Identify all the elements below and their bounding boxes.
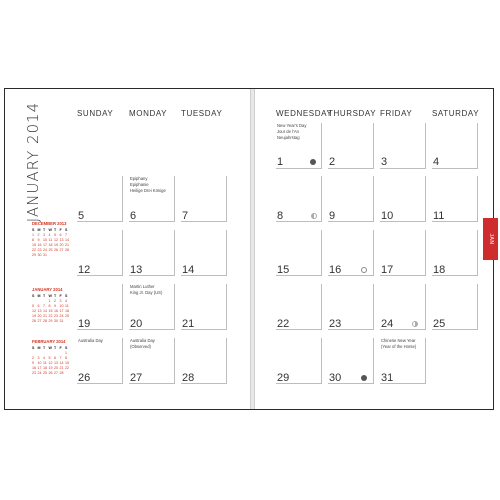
mini-date: 30 [37, 253, 42, 257]
holiday-note [130, 284, 190, 296]
mini-weekday-label: T [43, 294, 46, 298]
mini-date: 8 [48, 304, 51, 308]
mini-date: 28 [43, 319, 47, 323]
date-number: 31 [381, 372, 394, 384]
mini-date: 14 [59, 361, 64, 365]
holiday-text: Australia Day [130, 338, 155, 343]
mini-date: 18 [43, 366, 47, 370]
header-sunday: SUNDAY [77, 109, 114, 118]
mini-date: 12 [54, 238, 58, 242]
header-thursday: THURSDAY [328, 109, 377, 118]
month-tab-label: JAN [487, 233, 494, 245]
month-title-text: JANUARY 2014 [24, 101, 42, 223]
mini-date: 13 [59, 238, 64, 242]
holiday-text: (Observed) [130, 344, 151, 349]
date-number: 29 [277, 372, 290, 384]
mini-date: 5 [32, 304, 34, 308]
date-number: 14 [182, 264, 195, 276]
mini-weekday-label: M [37, 294, 41, 298]
mini-date: 4 [48, 233, 51, 237]
mini-date: 25 [48, 248, 53, 252]
mini-date: 31 [59, 319, 64, 323]
mini-date: 22 [48, 314, 53, 318]
mini-date: 7 [59, 356, 62, 360]
date-number: 6 [130, 210, 137, 222]
date-number: 15 [277, 264, 290, 276]
header-monday: MONDAY [129, 109, 168, 118]
mini-date: 19 [48, 366, 53, 370]
mini-date: 24 [37, 371, 42, 375]
date-number: 19 [78, 318, 91, 330]
mini-date: 23 [54, 314, 58, 318]
mini-date: 3 [43, 233, 45, 237]
holiday-text: Australia Day [78, 338, 103, 343]
mini-date: 4 [43, 356, 45, 360]
mini-date: 6 [37, 304, 40, 308]
date-number: 23 [329, 318, 342, 330]
mini-date: 29 [48, 319, 53, 323]
mini-date: 13 [37, 309, 42, 313]
full-moon-icon [361, 267, 367, 273]
mini-date: 28 [59, 371, 64, 375]
mini-weekday-label: S [32, 228, 35, 232]
holiday-note [277, 123, 337, 141]
mini-date: 26 [48, 371, 53, 375]
mini-calendar-grid [32, 294, 72, 323]
mini-date: 2 [37, 233, 40, 237]
mini-weekday-label: S [32, 346, 35, 350]
date-number: 17 [381, 264, 394, 276]
mini-date: 2 [54, 299, 56, 303]
mini-date: 7 [43, 304, 45, 308]
mini-date: 17 [59, 309, 64, 313]
mini-weekday-label: W [48, 346, 52, 350]
mini-date: 8 [32, 238, 34, 242]
mini-calendar-title: DECEMBER 2013 [32, 221, 67, 226]
mini-date: 26 [54, 248, 58, 252]
mini-date: 26 [32, 319, 36, 323]
mini-date: 7 [65, 233, 67, 237]
date-number: 10 [381, 210, 394, 222]
date-number: 20 [130, 318, 143, 330]
mini-date: 14 [43, 309, 47, 313]
date-number: 3 [381, 156, 388, 168]
mini-date: 25 [43, 371, 47, 375]
mini-date: 3 [37, 356, 40, 360]
holiday-text: New Year's Day [277, 123, 307, 128]
date-number: 18 [433, 264, 446, 276]
mini-date: 9 [32, 361, 34, 365]
mini-date: 25 [65, 314, 69, 318]
holiday-note [381, 338, 441, 350]
date-number: 24 [381, 318, 394, 330]
mini-date: 17 [43, 243, 47, 247]
mini-date: 1 [65, 351, 67, 355]
mini-date: 1 [48, 299, 51, 303]
mini-date: 24 [59, 314, 64, 318]
mini-weekday-label: T [54, 294, 57, 298]
date-number: 7 [182, 210, 189, 222]
binding-spine [250, 89, 255, 409]
holiday-note [78, 338, 138, 344]
mini-date: 10 [37, 361, 42, 365]
mini-date: 8 [65, 356, 67, 360]
mini-weekday-label: S [32, 294, 35, 298]
date-number: 9 [329, 210, 336, 222]
holiday-text: (Year of the Horse) [381, 344, 417, 349]
mini-date: 20 [54, 366, 58, 370]
mini-date: 10 [59, 304, 64, 308]
date-number: 4 [433, 156, 440, 168]
mini-date: 6 [54, 356, 56, 360]
date-number: 13 [130, 264, 143, 276]
mini-date: 11 [65, 304, 69, 308]
holiday-text: Martin Luther [130, 284, 155, 289]
date-number: 30 [329, 372, 342, 384]
mini-date: 21 [59, 366, 64, 370]
mini-date: 5 [54, 233, 56, 237]
holiday-text: Epiphanie [130, 182, 149, 187]
mini-date: 27 [59, 248, 64, 252]
date-number: 1 [277, 156, 284, 168]
mini-date: 21 [43, 314, 47, 318]
mini-date: 5 [48, 356, 51, 360]
mini-weekday-label: S [65, 346, 68, 350]
mini-weekday-label: S [65, 228, 68, 232]
first-quarter-moon-icon [311, 213, 317, 219]
mini-date: 22 [65, 366, 69, 370]
mini-weekday-label: F [59, 346, 62, 350]
mini-date: 29 [32, 253, 36, 257]
mini-date: 6 [59, 233, 62, 237]
new-moon-icon [361, 375, 367, 381]
month-tab-jan[interactable] [483, 218, 498, 260]
mini-date: 30 [54, 319, 58, 323]
date-number: 16 [329, 264, 342, 276]
mini-date: 12 [32, 309, 36, 313]
mini-date: 17 [37, 366, 42, 370]
mini-date: 19 [32, 314, 36, 318]
mini-date: 18 [65, 309, 69, 313]
mini-calendar-grid [32, 228, 72, 257]
mini-weekday-label: T [54, 346, 57, 350]
mini-calendar-february [32, 339, 72, 375]
mini-weekday-label: M [37, 228, 41, 232]
mini-weekday-label: M [37, 346, 41, 350]
mini-date: 1 [32, 233, 34, 237]
mini-date: 15 [65, 361, 69, 365]
mini-weekday-label: F [59, 228, 62, 232]
mini-weekday-label: T [54, 228, 57, 232]
holiday-note [130, 176, 190, 194]
mini-date: 14 [65, 238, 69, 242]
mini-date: 2 [32, 356, 34, 360]
mini-date: 11 [48, 238, 53, 242]
mini-date: 19 [54, 243, 58, 247]
date-number: 22 [277, 318, 290, 330]
mini-weekday-label: W [48, 228, 52, 232]
date-number: 26 [78, 372, 91, 384]
mini-date: 22 [32, 248, 36, 252]
planner-spread [4, 88, 494, 410]
mini-date: 20 [37, 314, 42, 318]
date-number: 27 [130, 372, 143, 384]
mini-weekday-label: T [43, 228, 46, 232]
date-number: 25 [433, 318, 446, 330]
mini-date: 20 [59, 243, 64, 247]
mini-weekday-label: F [59, 294, 62, 298]
mini-date: 27 [54, 371, 58, 375]
mini-date: 16 [54, 309, 58, 313]
mini-date: 18 [48, 243, 53, 247]
mini-date: 23 [37, 248, 42, 252]
last-quarter-moon-icon [412, 321, 418, 327]
mini-date: 15 [32, 243, 36, 247]
mini-date: 4 [65, 299, 67, 303]
holiday-text: Neujahrstag [277, 135, 300, 140]
holiday-text: Jour de l'An [277, 129, 299, 134]
date-number: 2 [329, 156, 336, 168]
holiday-text: King Jr. Day (US) [130, 290, 163, 295]
mini-calendar-january [32, 287, 72, 323]
mini-date: 9 [54, 304, 56, 308]
month-title [25, 97, 41, 227]
holiday-text: Heilige Drei Könige [130, 188, 166, 193]
mini-calendar-grid [32, 346, 72, 375]
holiday-text: Chinese New Year [381, 338, 416, 343]
mini-date: 11 [43, 361, 47, 365]
mini-date: 21 [65, 243, 69, 247]
date-number: 28 [182, 372, 195, 384]
header-wednesday: WEDNESDAY [276, 109, 333, 118]
holiday-text: Epiphany [130, 176, 148, 181]
mini-date: 12 [48, 361, 53, 365]
mini-date: 13 [54, 361, 58, 365]
holiday-note [130, 338, 190, 350]
date-number: 12 [78, 264, 91, 276]
date-number: 5 [78, 210, 85, 222]
header-tuesday: TUESDAY [181, 109, 223, 118]
mini-calendar-december [32, 221, 72, 257]
mini-date: 24 [43, 248, 47, 252]
mini-date: 31 [43, 253, 47, 257]
mini-weekday-label: S [65, 294, 68, 298]
mini-date: 16 [37, 243, 42, 247]
mini-date: 9 [37, 238, 40, 242]
mini-date: 15 [48, 309, 53, 313]
mini-date: 16 [32, 366, 36, 370]
mini-date: 10 [43, 238, 47, 242]
mini-calendar-title: JANUARY 2014 [32, 287, 63, 292]
date-number: 8 [277, 210, 284, 222]
mini-date: 3 [59, 299, 62, 303]
mini-calendar-title: FEBRUARY 2014 [32, 339, 66, 344]
date-number: 11 [433, 210, 445, 222]
mini-weekday-label: T [43, 346, 46, 350]
mini-date: 27 [37, 319, 42, 323]
new-moon-icon [310, 159, 316, 165]
date-number: 21 [182, 318, 195, 330]
mini-date: 23 [32, 371, 36, 375]
mini-weekday-label: W [48, 294, 52, 298]
header-saturday: SATURDAY [432, 109, 480, 118]
mini-date: 28 [65, 248, 69, 252]
header-friday: FRIDAY [380, 109, 413, 118]
